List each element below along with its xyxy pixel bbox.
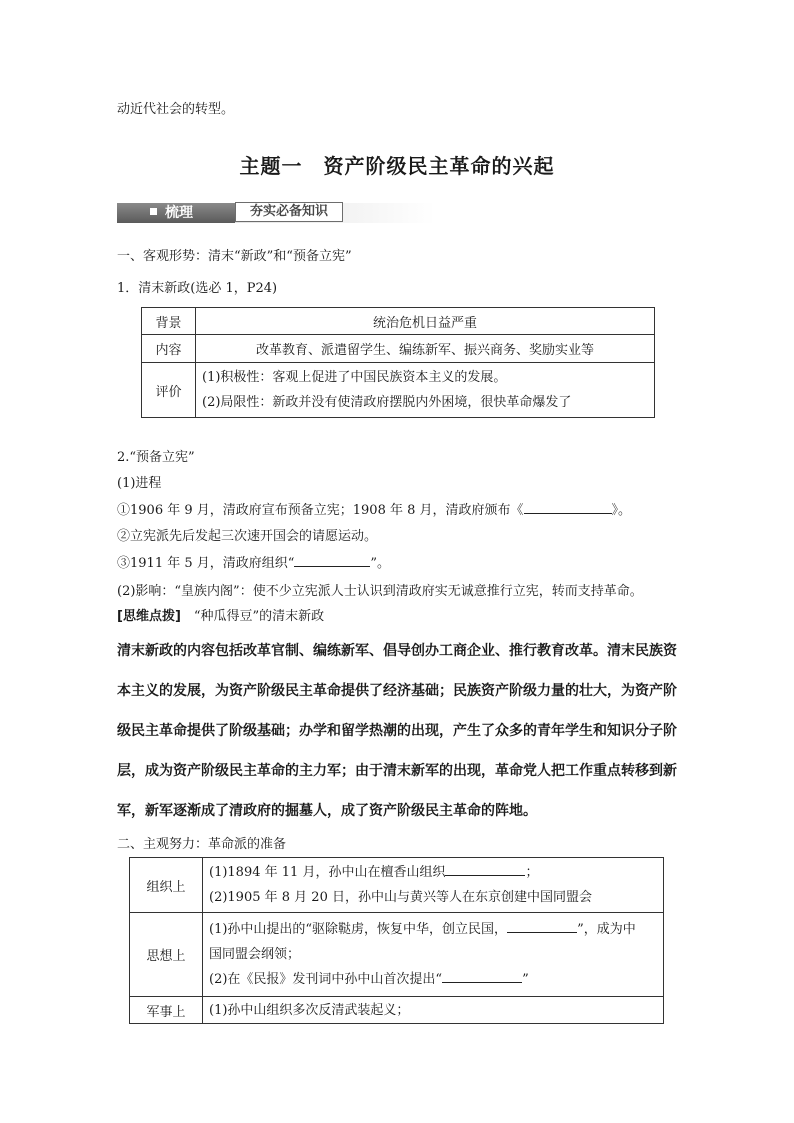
square-icon [150, 208, 157, 215]
reform-table [141, 307, 655, 418]
progress-item-2: ②立宪派先后发起三次速开国会的请愿运动。 [117, 529, 378, 544]
row-label: 组织上 [130, 858, 203, 913]
progress-item-1: ①1906 年 9 月，清政府宣布预备立宪；1908 年 8 月，清政府颁布《 》。 [117, 503, 632, 518]
row-label: 军事上 [130, 997, 203, 1024]
row-text: (2)1905 年 8 月 20 日，孙中山与黄兴等人在东京创建中国同盟会 [209, 890, 592, 905]
row-label: 思想上 [130, 913, 203, 997]
row-text: 统治危机日益严重 [196, 308, 655, 335]
row-label: 背景 [142, 308, 196, 335]
table-row [142, 308, 655, 335]
thinking-tag: [思维点拨] [117, 609, 181, 624]
section-banner [117, 200, 435, 226]
banner-box: 夯实必备知识 [235, 202, 343, 222]
fill-blank [294, 554, 370, 567]
section2-heading: 二、主观努力：革命派的准备 [117, 837, 287, 852]
row-text: (1)孙中山组织多次反清武装起义； [209, 1002, 410, 1018]
thinking-paragraph-line: 军，新军逐渐成了清政府的掘墓人，成了资产阶级民主革命的阵地。 [117, 803, 537, 819]
fill-blank [442, 970, 522, 983]
row-label: 内容 [142, 335, 196, 363]
row-text: 国同盟会纲领； [209, 947, 301, 962]
row-text: 改革教育、派遣留学生、编练新军、振兴商务、奖励实业等 [196, 335, 655, 363]
thinking-heading [117, 605, 324, 624]
table-row [130, 913, 664, 997]
sub-heading-2: 2.“预备立宪” [117, 450, 195, 465]
fill-blank [507, 920, 577, 933]
banner-label: 梳理 [117, 203, 235, 223]
table-row [142, 335, 655, 363]
revolution-table [129, 857, 664, 1024]
thinking-title: “种瓜得豆”的清末新政 [193, 609, 325, 624]
thinking-paragraph-line: 级民主革命提供了阶级基础；办学和留学热潮的出现，产生了众多的青年学生和知识分子阶 [117, 723, 677, 739]
table-row [130, 858, 664, 913]
thinking-paragraph-line: 本主义的发展，为资产阶级民主革命提供了经济基础；民族资产阶级力量的壮大，为资产阶 [117, 683, 677, 699]
sub-heading-1: 1．清末新政(选必 1，P24) [117, 281, 278, 296]
fill-blank [524, 501, 612, 514]
row-text: (1)孙中山提出的“驱除鞑虏，恢复中华，创立民国， ”，成为中 [209, 922, 636, 937]
row-text: (1)积极性：客观上促进了中国民族资本主义的发展。 [202, 370, 507, 385]
table-row [142, 363, 655, 418]
progress-item-3: ③1911 年 5 月，清政府组织“ ”。 [117, 556, 391, 571]
section1-heading: 一、客观形势：清末“新政”和“预备立宪” [117, 249, 352, 264]
thinking-paragraph-line: 清末新政的内容包括改革官制、编练新军、倡导创办工商企业、推行教育改革。清末民族资 [117, 643, 677, 659]
page-title: 主题一 资产阶级民主革命的兴起 [239, 154, 555, 178]
row-text: (2)局限性：新政并没有使清政府摆脱内外困境，很快革命爆发了 [202, 395, 572, 410]
table-row [130, 997, 664, 1024]
top-line: 动近代社会的转型。 [117, 102, 235, 117]
progress-title: (1)进程 [117, 476, 162, 491]
thinking-paragraph-line: 层，成为资产阶级民主革命的主力军；由于清末新军的出现，革命党人把工作重点转移到新 [117, 763, 677, 779]
row-text: (1)1894 年 11 月，孙中山在檀香山组织 ； [209, 865, 539, 880]
fill-blank [445, 863, 525, 876]
influence-line: (2)影响：“皇族内阁”：使不少立宪派人士认识到清政府实无诚意推行立宪，转而支持革命。 [117, 584, 643, 599]
row-label: 评价 [142, 363, 196, 418]
row-text: (2)在《民报》发刊词中孙中山首次提出“ ” [209, 972, 529, 987]
